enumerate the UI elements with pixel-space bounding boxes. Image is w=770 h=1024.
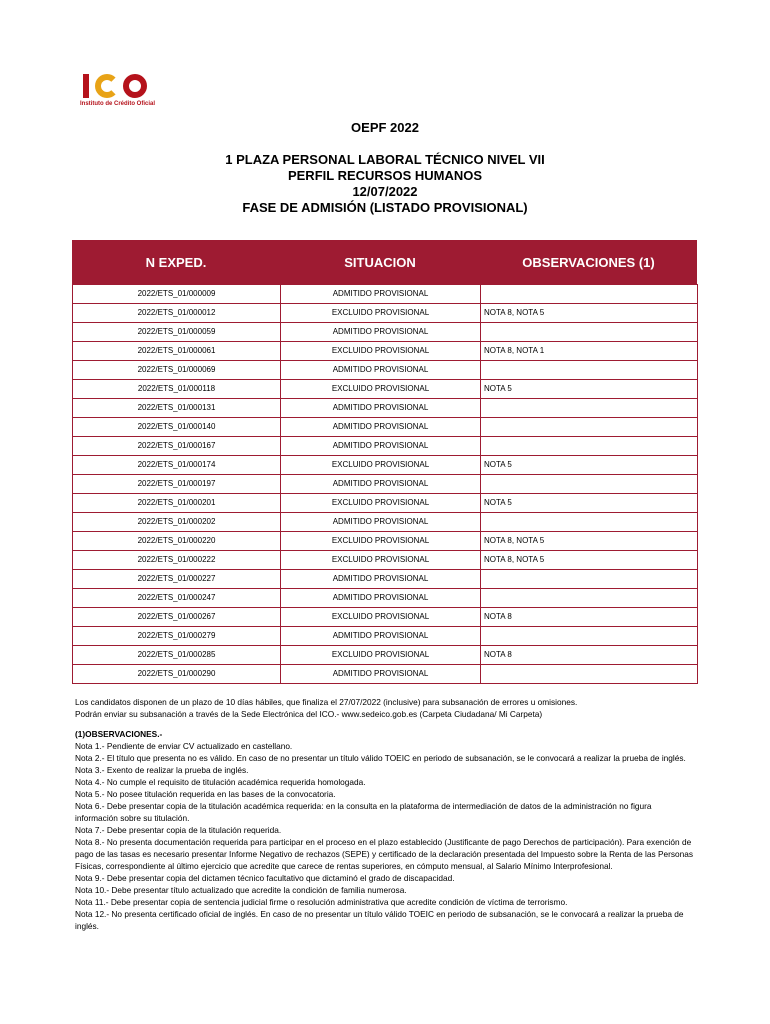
table-row [73,475,698,494]
cell-situacion: ADMITIDO PROVISIONAL [281,361,481,380]
table-row [73,437,698,456]
cell-observaciones: NOTA 8, NOTA 5 [481,551,698,570]
cell-exped: 2022/ETS_01/000247 [73,589,281,608]
cell-exped: 2022/ETS_01/000009 [73,285,281,304]
table-row [73,494,698,513]
note-item: Nota 11.- Debe presentar copia de sentencia judicial firme o resolución administrativa que acredite condición de víctima de terrorismo. [75,897,568,907]
note-item: Nota 2.- El título que presenta no es válido. En caso de no presentar un título válido TOEIC en periodo de subsanación, se le convocará a realizar la prueba de inglés. [75,753,686,763]
table-header [72,240,697,284]
cell-exped: 2022/ETS_01/000220 [73,532,281,551]
table-row [73,627,698,646]
table-row [73,399,698,418]
table-body [72,284,698,684]
cell-exped: 2022/ETS_01/000267 [73,608,281,627]
table-row [73,646,698,665]
cell-situacion: ADMITIDO PROVISIONAL [281,627,481,646]
cell-observaciones [481,627,698,646]
cell-exped: 2022/ETS_01/000061 [73,342,281,361]
cell-situacion: EXCLUIDO PROVISIONAL [281,608,481,627]
cell-observaciones [481,665,698,684]
column-header-observaciones: OBSERVACIONES (1) [522,254,655,270]
cell-observaciones [481,589,698,608]
column-header-situacion: SITUACION [344,254,416,270]
table-row [73,532,698,551]
cell-exped: 2022/ETS_01/000012 [73,304,281,323]
observations-title: (1)OBSERVACIONES.- [75,729,163,739]
note-item: Nota 5.- No posee titulación requerida en las bases de la convocatoria. [75,789,336,799]
note-item: Nota 10.- Debe presentar título actualizado que acredite la condición de familia numerosa. [75,885,407,895]
cell-situacion: EXCLUIDO PROVISIONAL [281,380,481,399]
table-row [73,342,698,361]
table-row [73,589,698,608]
table-row [73,380,698,399]
table-row [73,608,698,627]
cell-situacion: ADMITIDO PROVISIONAL [281,665,481,684]
cell-exped: 2022/ETS_01/000167 [73,437,281,456]
cell-observaciones: NOTA 5 [481,456,698,475]
cell-observaciones [481,323,698,342]
cell-exped: 2022/ETS_01/000227 [73,570,281,589]
cell-observaciones [481,475,698,494]
cell-situacion: EXCLUIDO PROVISIONAL [281,532,481,551]
cell-observaciones: NOTA 5 [481,380,698,399]
cell-situacion: ADMITIDO PROVISIONAL [281,285,481,304]
header-line-2: PERFIL RECURSOS HUMANOS [287,168,483,183]
cell-situacion: ADMITIDO PROVISIONAL [281,323,481,342]
table-row [73,418,698,437]
cell-situacion: EXCLUIDO PROVISIONAL [281,456,481,475]
header-date: 12/07/2022 [352,184,418,199]
oepf-title: OEPF 2022 [351,120,419,135]
column-header-exped: N EXPED. [145,254,207,270]
note-item: Nota 4.- No cumple el requisito de titulación académica requerida homologada. [75,777,366,787]
note-item: Nota 12.- No presenta certificado oficial de inglés. En caso de no presentar un título válido TOEIC en periodo de subsanación, se le convocará a realizar la prueba de inglés. [75,909,684,931]
admission-table [72,240,697,684]
ico-logo [80,70,180,110]
cell-exped: 2022/ETS_01/000201 [73,494,281,513]
cell-observaciones [481,570,698,589]
cell-observaciones: NOTA 8, NOTA 5 [481,532,698,551]
cell-exped: 2022/ETS_01/000285 [73,646,281,665]
cell-observaciones: NOTA 8, NOTA 1 [481,342,698,361]
notes-list [75,740,695,932]
note-item: Nota 7.- Debe presentar copia de la titulación requerida. [75,825,282,835]
cell-situacion: ADMITIDO PROVISIONAL [281,513,481,532]
table-row [73,570,698,589]
cell-situacion: ADMITIDO PROVISIONAL [281,589,481,608]
cell-situacion: ADMITIDO PROVISIONAL [281,570,481,589]
cell-observaciones [481,418,698,437]
cell-observaciones [481,399,698,418]
cell-exped: 2022/ETS_01/000279 [73,627,281,646]
document-header [0,120,770,216]
cell-exped: 2022/ETS_01/000118 [73,380,281,399]
note-item: Nota 6.- Debe presentar copia de la titulación académica requerida: en la consulta en la plataforma de intermediación de datos de la administración no figura información sobre su titulación. [75,801,652,823]
cell-situacion: EXCLUIDO PROVISIONAL [281,494,481,513]
intro-submission: Podrán enviar su subsanación a través de la Sede Electrónica del ICO.- www.sedeico.gob.es (Carpeta Ciudadana/ Mi Carpeta) [75,709,543,719]
table-row [73,551,698,570]
cell-exped: 2022/ETS_01/000290 [73,665,281,684]
header-line-4: FASE DE ADMISIÓN (LISTADO PROVISIONAL) [242,200,528,215]
table-row [73,665,698,684]
cell-observaciones [481,437,698,456]
note-item: Nota 1.- Pendiente de enviar CV actualizado en castellano. [75,741,293,751]
intro-deadline: Los candidatos disponen de un plazo de 10 días hábiles, que finaliza el 27/07/2022 (inclusive) para subsanación de errores u omisiones. [75,697,578,707]
cell-exped: 2022/ETS_01/000174 [73,456,281,475]
cell-situacion: ADMITIDO PROVISIONAL [281,437,481,456]
cell-exped: 2022/ETS_01/000202 [73,513,281,532]
cell-situacion: ADMITIDO PROVISIONAL [281,399,481,418]
cell-situacion: EXCLUIDO PROVISIONAL [281,646,481,665]
cell-exped: 2022/ETS_01/000069 [73,361,281,380]
note-item: Nota 3.- Exento de realizar la prueba de inglés. [75,765,249,775]
cell-exped: 2022/ETS_01/000140 [73,418,281,437]
table-row [73,323,698,342]
cell-exped: 2022/ETS_01/000059 [73,323,281,342]
header-line-1: 1 PLAZA PERSONAL LABORAL TÉCNICO NIVEL VII [225,152,545,167]
cell-observaciones: NOTA 8 [481,608,698,627]
ico-logo-mark [80,70,180,98]
cell-situacion: EXCLUIDO PROVISIONAL [281,551,481,570]
cell-observaciones: NOTA 8, NOTA 5 [481,304,698,323]
note-item: Nota 9.- Debe presentar copia del dictamen técnico facultativo que dictaminó el grado de discapacidad. [75,873,455,883]
table-row [73,285,698,304]
logo-caption: Instituto de Crédito Oficial [80,101,156,107]
cell-exped: 2022/ETS_01/000222 [73,551,281,570]
cell-observaciones [481,513,698,532]
footer-notes [75,696,695,932]
cell-exped: 2022/ETS_01/000131 [73,399,281,418]
cell-situacion: ADMITIDO PROVISIONAL [281,418,481,437]
table-row [73,456,698,475]
cell-observaciones [481,285,698,304]
table-row [73,304,698,323]
cell-exped: 2022/ETS_01/000197 [73,475,281,494]
cell-observaciones [481,361,698,380]
cell-situacion: EXCLUIDO PROVISIONAL [281,342,481,361]
cell-observaciones: NOTA 8 [481,646,698,665]
table-row [73,361,698,380]
table-row [73,513,698,532]
cell-situacion: ADMITIDO PROVISIONAL [281,475,481,494]
cell-observaciones: NOTA 5 [481,494,698,513]
note-item: Nota 8.- No presenta documentación requerida para participar en el proceso en el plazo establecido (Justificante de pago Derechos de participación). Para exención de pago de las tasas es necesario presentar Informe Negativo de rechazos (SEPE) y certificado de la declaración presentada del Impuesto sobre la Renta de las Personas Físicas, correspondiente al último ejercicio que acredite que carece de rentas superiores, en cómputo mensual, al Salario Mínimo Interprofesional. [75,837,694,871]
cell-situacion: EXCLUIDO PROVISIONAL [281,304,481,323]
